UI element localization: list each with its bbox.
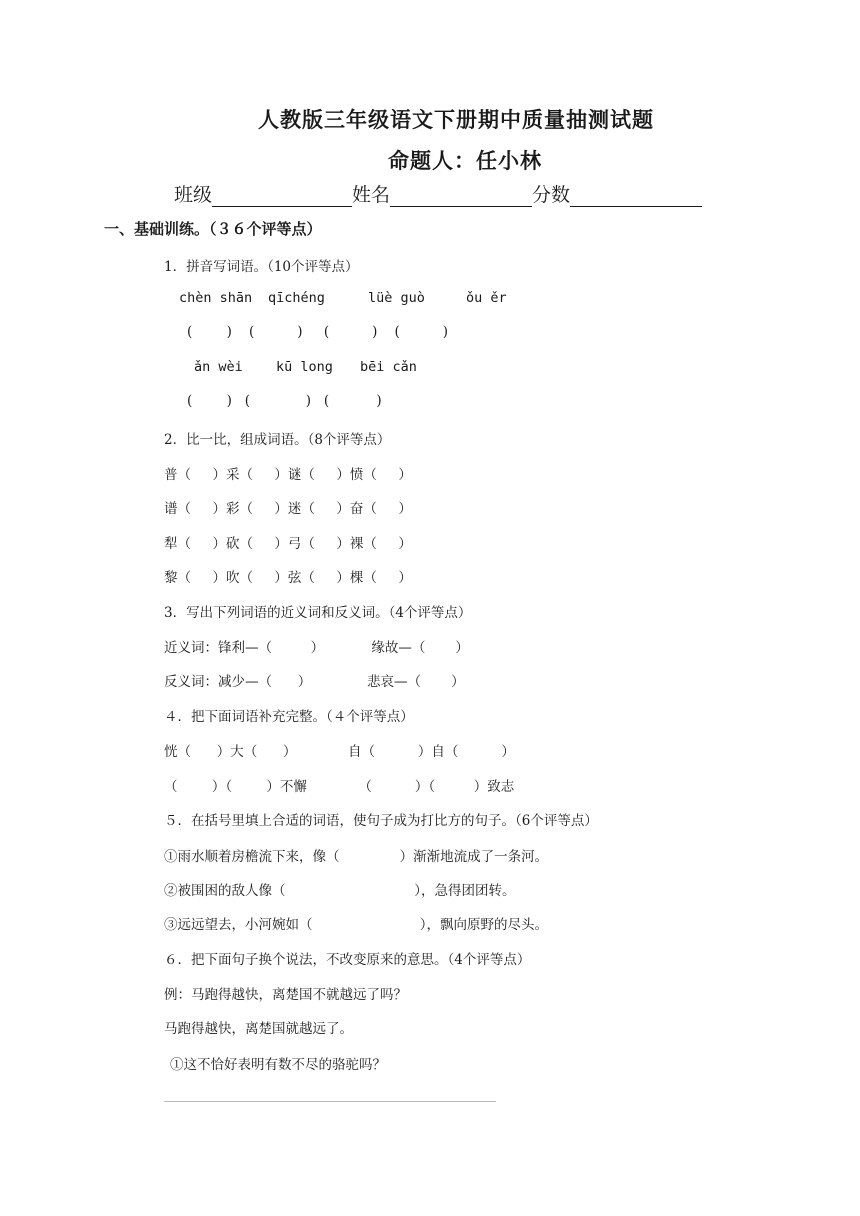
section-heading: 一、基础训练。（３６个评等点）	[104, 220, 322, 238]
question-4-prompt: ４．把下面词语补充完整。（４个评等点）	[164, 709, 414, 725]
score-label: 分数	[532, 184, 571, 206]
question-3-prompt: 3．写出下列词语的近义词和反义词。（4个评等点）	[164, 605, 472, 621]
author-line: 命题人：任小林	[388, 148, 542, 173]
simile-sentence[interactable]: ①雨水顺着房檐流下来，像（ ）渐渐地流成了一条河。	[164, 849, 549, 865]
compare-row[interactable]: 犁（ ）砍（ ）弓（ ）裸（ ）	[164, 536, 412, 552]
idiom-row[interactable]: （ ）（ ）不懈 （ ）（ ）致志	[164, 779, 515, 795]
question-6-prompt: ６．把下面句子换个说法，不改变原来的意思。（4个评等点）	[164, 952, 531, 968]
pinyin-1: chèn shān	[179, 290, 253, 306]
class-label: 班级	[174, 184, 213, 206]
answer-blank-row[interactable]: ( ) ( ) ( )	[187, 393, 382, 409]
synonym-row[interactable]: 近义词：锋利—（ ） 缘故—（ ）	[164, 640, 469, 656]
pinyin-3: lüè guò	[368, 290, 425, 306]
page-title: 人教版三年级语文下册期中质量抽测试题	[258, 107, 654, 132]
rewrite-item-1: ①这不恰好表明有数不尽的骆驼吗？	[170, 1057, 386, 1073]
answer-line[interactable]	[164, 1101, 496, 1102]
score-blank[interactable]	[570, 186, 702, 207]
pinyin-5: ǎn wèi	[194, 359, 243, 375]
pinyin-6: kū long	[276, 359, 333, 375]
class-blank[interactable]	[212, 186, 352, 207]
student-info-row	[174, 180, 702, 207]
question-5-prompt: ５．在括号里填上合适的词语，使句子成为打比方的句子。（6个评等点）	[164, 813, 598, 829]
example-sentence: 例：马跑得越快，离楚国不就越远了吗？	[164, 987, 407, 1003]
compare-row[interactable]: 黎（ ）吹（ ）弦（ ）棵（ ）	[164, 570, 412, 586]
pinyin-2: qīchéng	[268, 290, 325, 306]
simile-sentence[interactable]: ②被围困的敌人像（ ），急得团团转。	[164, 883, 516, 899]
question-1-prompt: 1．拼音写词语。（10个评等点）	[164, 259, 359, 275]
simile-sentence[interactable]: ③远远望去，小河婉如（ ），飘向原野的尽头。	[164, 917, 549, 933]
compare-row[interactable]: 谱（ ）彩（ ）迷（ ）奋（ ）	[164, 501, 412, 517]
question-2-prompt: 2．比一比，组成词语。（8个评等点）	[164, 432, 391, 448]
answer-blank-row[interactable]: ( ) ( ) ( ) ( )	[187, 324, 448, 340]
pinyin-4: ǒu ěr	[466, 290, 507, 306]
name-label: 姓名	[352, 184, 391, 206]
name-blank[interactable]	[390, 186, 532, 207]
example-answer: 马跑得越快，离楚国就越远了。	[164, 1021, 353, 1037]
pinyin-7: bēi cǎn	[360, 359, 417, 375]
compare-row[interactable]: 普（ ）采（ ）谜（ ）愤（ ）	[164, 467, 412, 483]
antonym-row[interactable]: 反义词：减少—（ ） 悲哀—（ ）	[164, 674, 465, 690]
idiom-row[interactable]: 恍（ ）大（ ） 自（ ）自（ ）	[164, 744, 515, 760]
